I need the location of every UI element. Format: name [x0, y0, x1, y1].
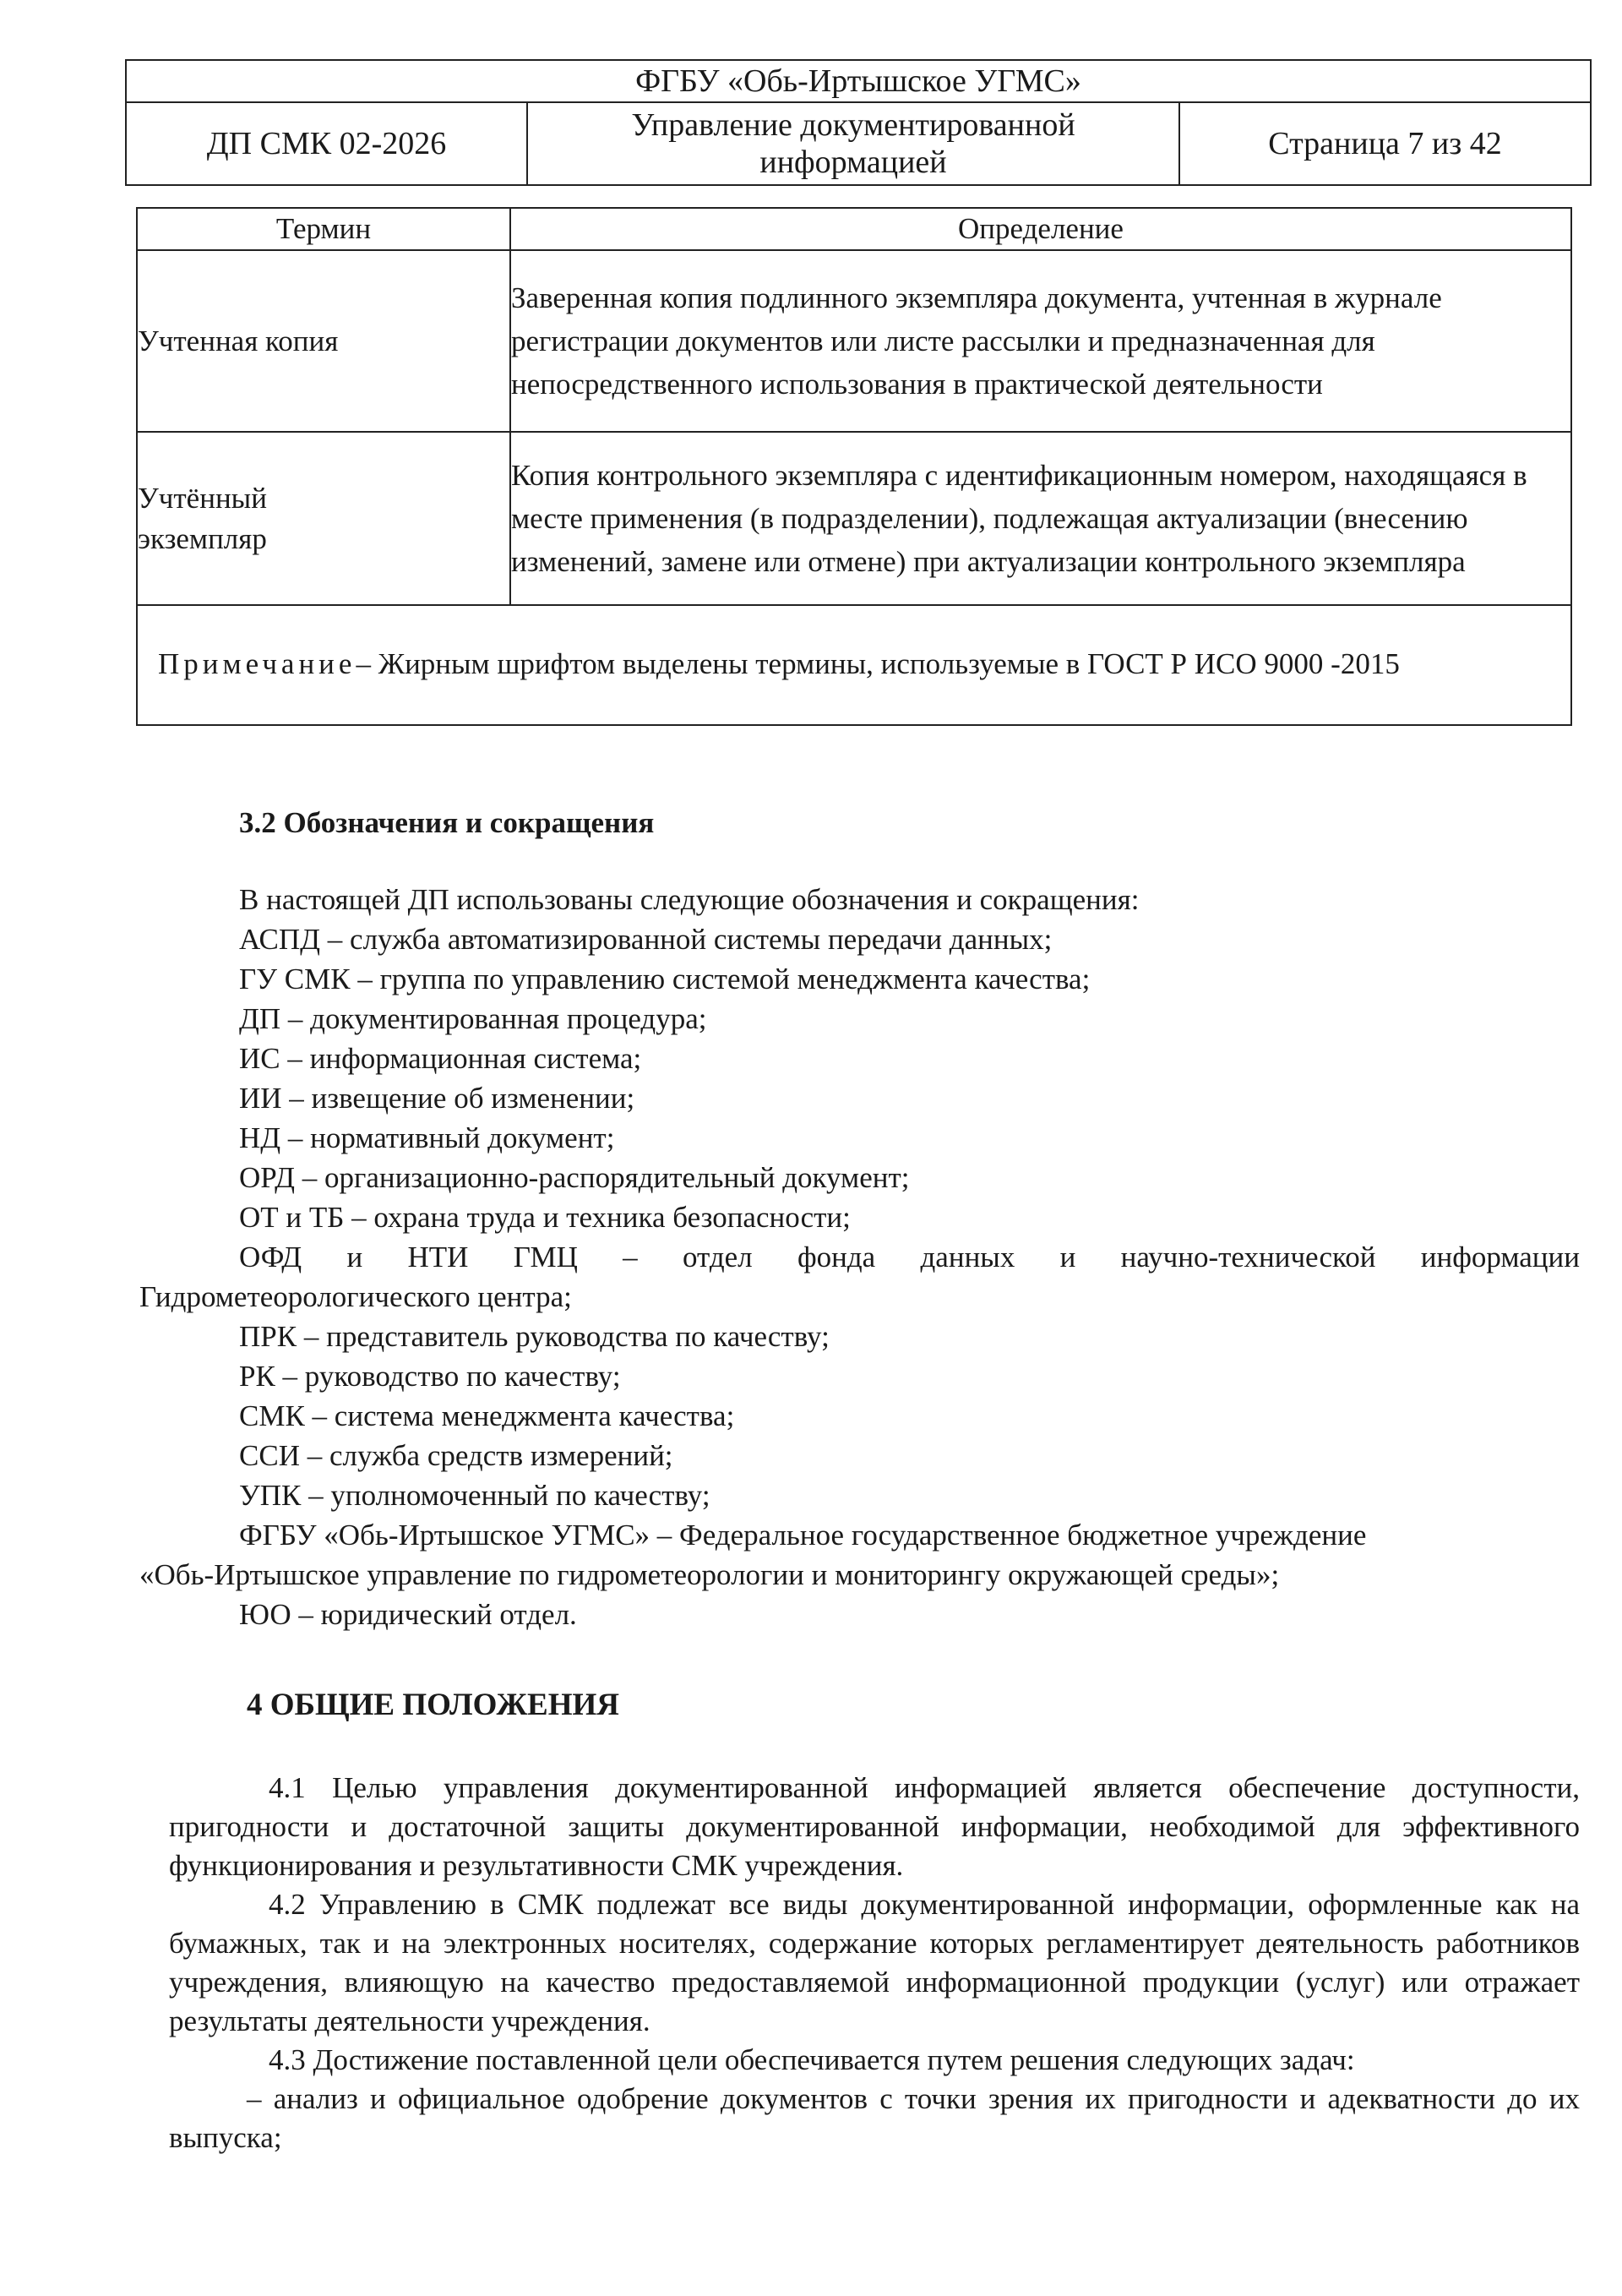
abbreviation-item-fgbu-line-2: «Обь-Иртышское управление по гидрометеорологии и мониторингу окружающей среды»; — [139, 1558, 1280, 1591]
abbreviation-item: ДП – документированная процедура; — [239, 1002, 707, 1035]
section-heading: 4 ОБЩИЕ ПОЛОЖЕНИЯ — [247, 1688, 620, 1722]
abbreviation-item: ГУ СМК – группа по управлению системой менеджмента качества; — [239, 963, 1091, 995]
abbreviation-item: ИС – информационная система; — [239, 1042, 642, 1075]
abbreviation-item-fgbu-line-1: ФГБУ «Обь-Иртышское УГМС» – Федеральное государственное бюджетное учреждение — [239, 1519, 1367, 1552]
abbreviation-item: ПРК – представитель руководства по качеству; — [239, 1320, 830, 1353]
page-number: Страница 7 из 42 — [1179, 102, 1591, 185]
column-header-term: Термин — [137, 208, 510, 250]
table-row — [137, 432, 1571, 605]
task-item: – анализ и официальное одобрение документов с точки зрения их пригодности и адекватности до их выпуска; — [169, 2082, 1580, 2154]
table-row — [137, 250, 1571, 432]
section-intro: В настоящей ДП использованы следующие обозначения и сокращения: — [239, 883, 1140, 916]
section-heading: 3.2 Обозначения и сокращения — [239, 806, 655, 839]
column-header-definition: Определение — [510, 208, 1571, 250]
abbreviation-item: ОРД – организационно-распорядительный документ; — [239, 1161, 910, 1194]
document-title-line-1: Управление документированной — [631, 107, 1075, 143]
term-line-1: Учтённый — [138, 481, 267, 515]
abbreviation-item-ofd-line-2: Гидрометеорологического центра; — [139, 1280, 572, 1313]
definition-cell: Заверенная копия подлинного экземпляра документа, учтенная в журнале регистрации документов или листе рассылки и предназначенная для непосредственного использования в практической деятельности — [510, 250, 1571, 432]
table-note — [137, 605, 1571, 725]
paragraph-4-2: 4.2 Управлению в СМК подлежат все виды документированной информации, оформленные как на бумажных, так и на электронных носителях, содержание которых регламентирует деятельность работников учреждения, влияющую на качество предоставляемой информационной продукции (услуг) или отражает результаты деятельности учреждения. — [169, 1888, 1580, 2037]
document-header — [125, 59, 1592, 186]
abbreviation-item: УПК – уполномоченный по качеству; — [239, 1479, 710, 1512]
note-label: Примечание — [158, 647, 357, 680]
note-text: – Жирным шрифтом выделены термины, используемые в ГОСТ Р ИСО 9000 -2015 — [356, 647, 1400, 680]
term-line-2: экземпляр — [138, 521, 267, 555]
abbreviation-item: НД – нормативный документ; — [239, 1121, 615, 1154]
document-code: ДП СМК 02-2026 — [126, 102, 527, 185]
abbreviation-item: ОТ и ТБ – охрана труда и техника безопасности; — [239, 1201, 851, 1234]
abbreviation-item: ИИ – извещение об изменении; — [239, 1082, 635, 1115]
terms-table — [136, 207, 1572, 726]
organization-name: ФГБУ «Обь-Иртышское УГМС» — [126, 60, 1591, 102]
abbreviation-item: ЮО – юридический отдел. — [239, 1598, 577, 1631]
definition-cell: Копия контрольного экземпляра с идентификационным номером, находящаяся в месте применения (в подразделении), подлежащая актуализации (внесению изменений, замене или отмене) при актуализации контрольного экземпляра — [510, 432, 1571, 605]
paragraph-4-3: 4.3 Достижение поставленной цели обеспечивается путем решения следующих задач: — [269, 2043, 1355, 2076]
document-title — [527, 102, 1179, 185]
paragraph-4-1: 4.1 Целью управления документированной информацией является обеспечение доступности, пригодности и достаточной защиты документированной информации, необходимой для эффективного функционирования и результативности СМК учреждения. — [169, 1771, 1580, 1882]
section-3-2 — [139, 803, 1580, 1634]
abbreviation-item-ofd-line-1: ОФД и НТИ ГМЦ – отдел фонда данных и научно-технической информации — [239, 1241, 1580, 1273]
abbreviation-item: АСПД – служба автоматизированной системы передачи данных; — [239, 923, 1053, 956]
abbreviation-item: РК – руководство по качеству; — [239, 1360, 621, 1393]
abbreviation-item: ССИ – служба средств измерений; — [239, 1439, 673, 1472]
term-cell: Учтенная копия — [137, 250, 510, 432]
document-title-line-2: информацией — [759, 145, 947, 180]
term-cell — [137, 432, 510, 605]
abbreviation-item: СМК – система менеджмента качества; — [239, 1399, 735, 1432]
section-4 — [169, 1685, 1580, 2157]
